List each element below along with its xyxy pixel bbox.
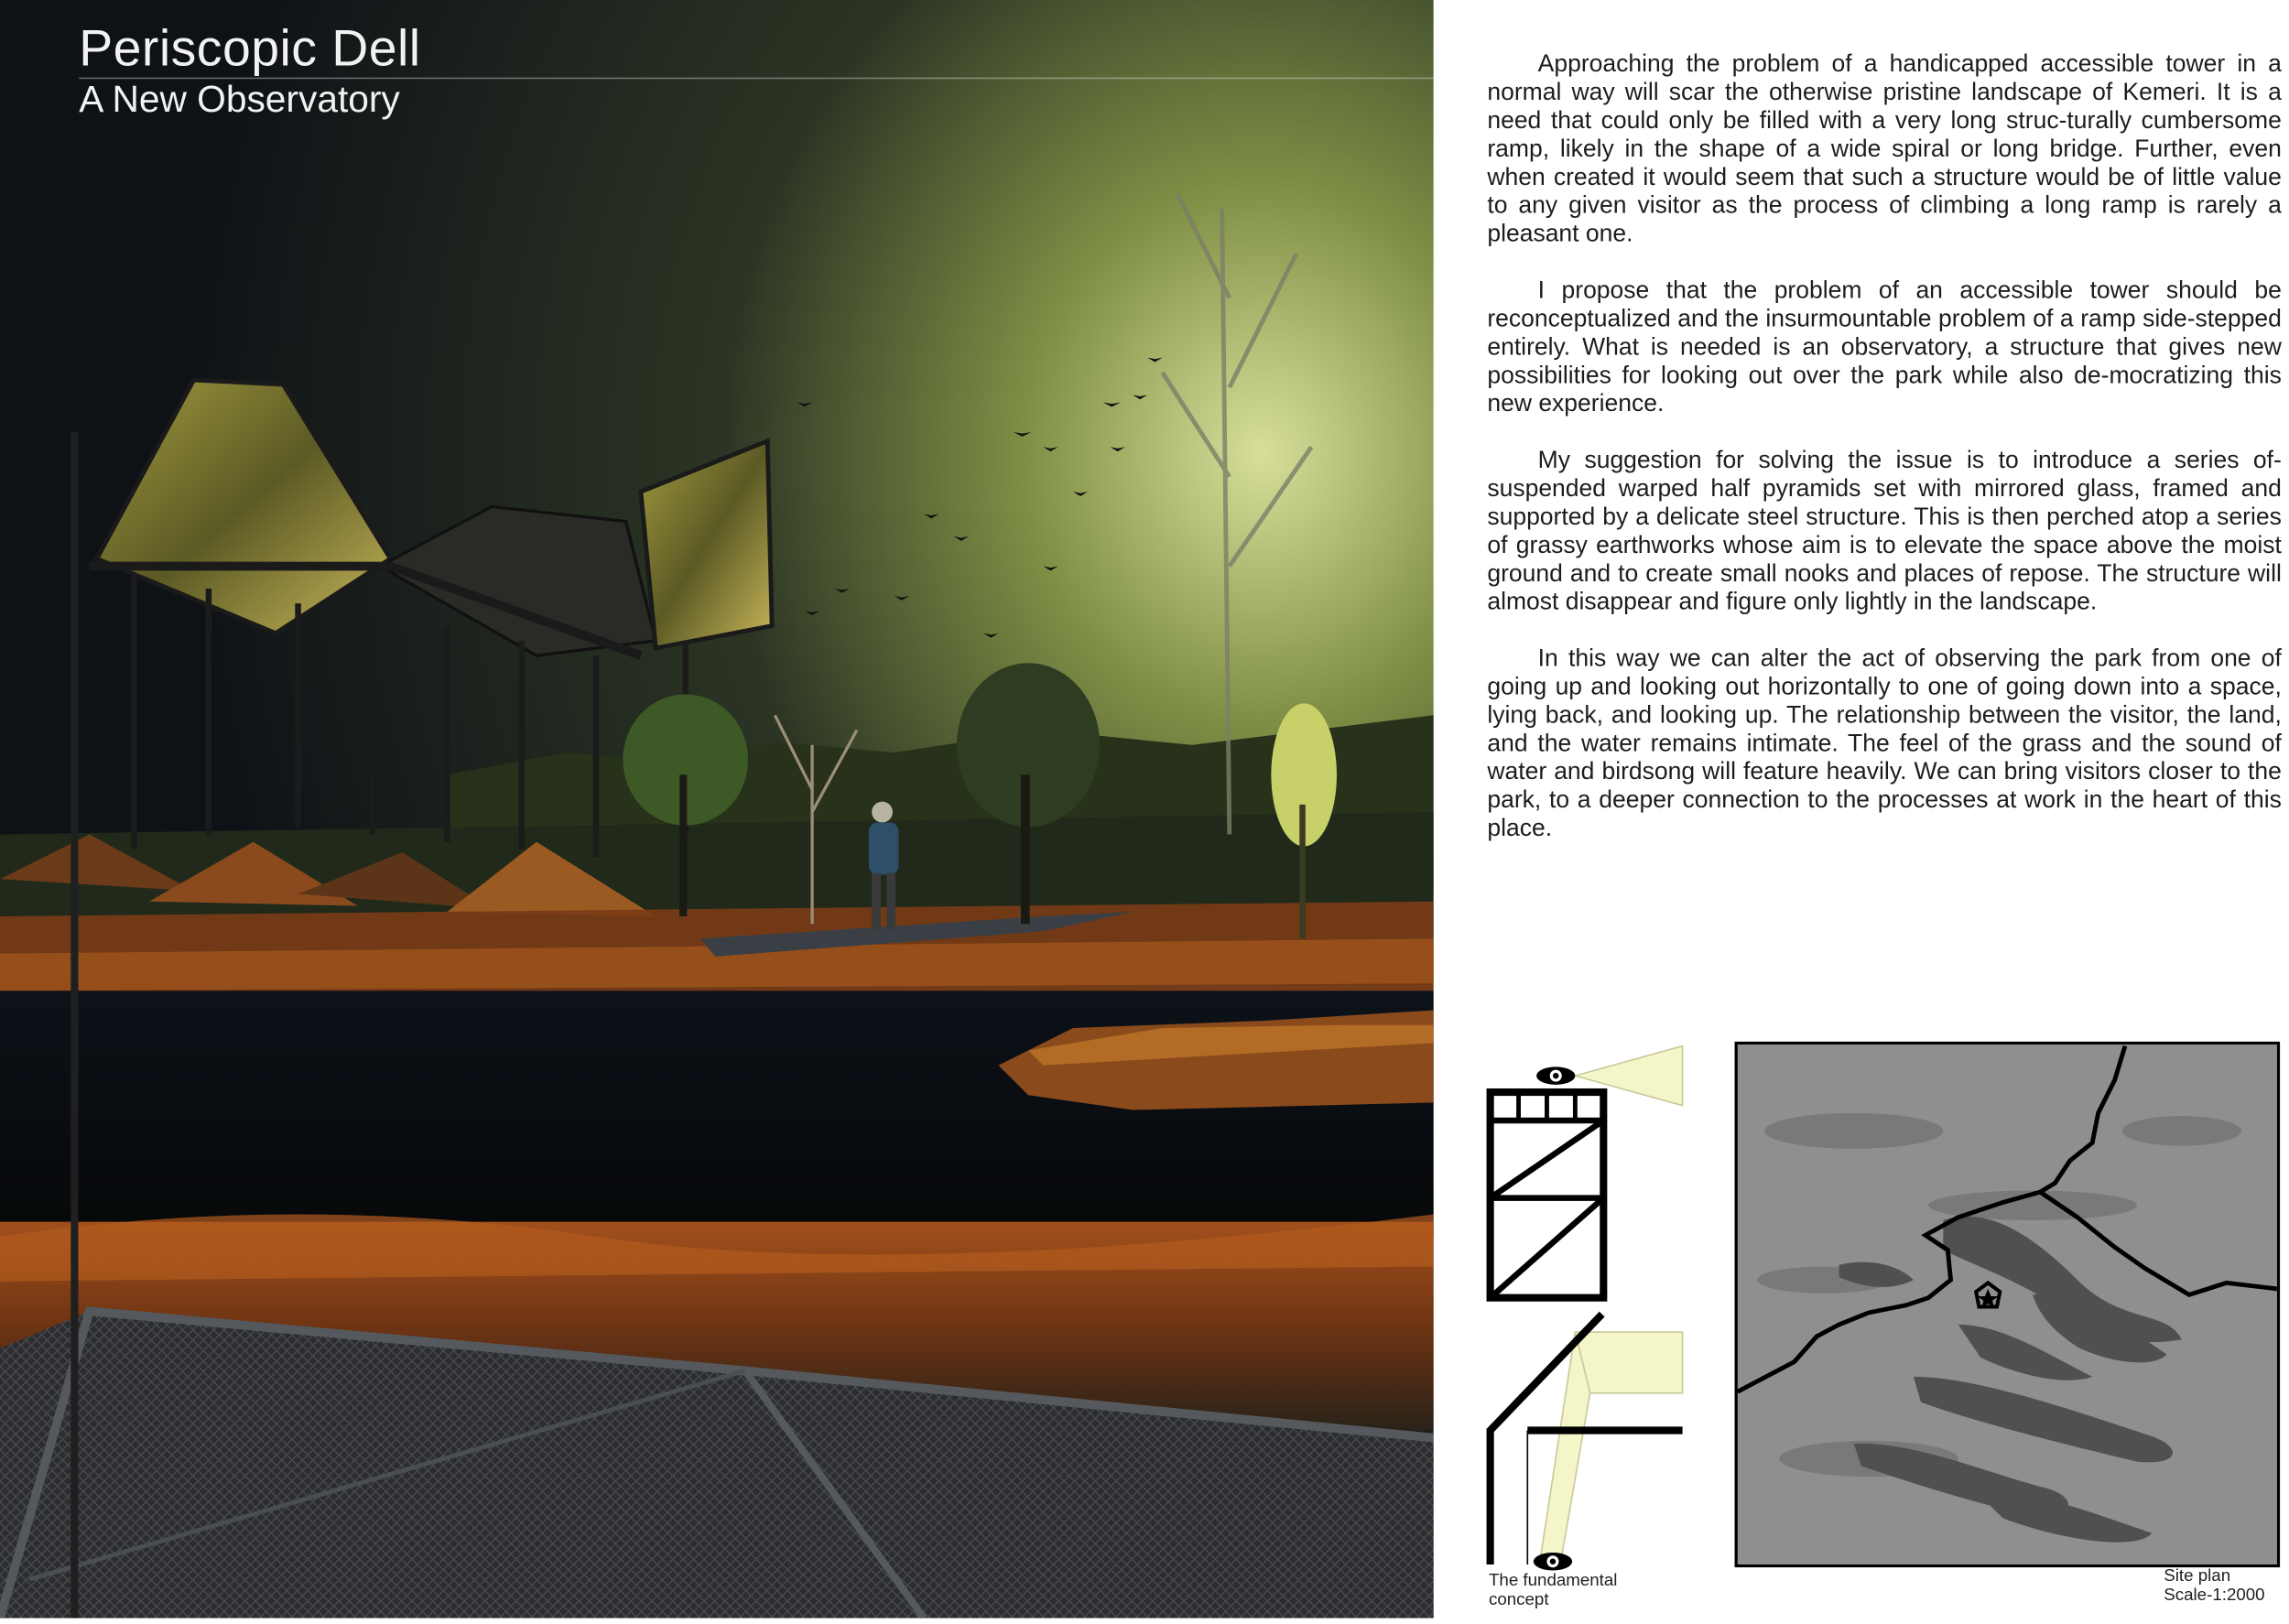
eye-icon bbox=[1534, 1553, 1572, 1571]
concept-caption bbox=[1489, 1572, 1617, 1610]
site-plan-map bbox=[1735, 1042, 2281, 1568]
concept-diagram bbox=[1482, 1043, 1691, 1624]
eye-icon bbox=[1536, 1066, 1575, 1085]
caption-line: The fundamental bbox=[1488, 1572, 1618, 1590]
paragraph: Approaching the problem of a handicapped accessible tower in a normal way will scar the otherwise pristine landscape of Kemeri. It is a need that could only be filled with a very long struc-turally cumbersome ramp, likely in the shape of a wide spiral or long bridge. Further, even when created it would seem that such a structure would be of little value to any given visitor as the process of climbing a long ramp is rarely a pleasant one. bbox=[1487, 50, 2282, 248]
site-plan-caption bbox=[2164, 1567, 2264, 1606]
page-title: Periscopic Dell bbox=[79, 20, 421, 78]
paragraph: I propose that the problem of an accessible tower should be reconceptualized and the insurmountable problem of a ramp side-stepped entirely. What is needed is an observatory, a structure that gives new possibilities for looking out over the park while also de-mocratizing this new experience. bbox=[1487, 276, 2282, 417]
caption-line: Site plan bbox=[2164, 1567, 2231, 1586]
caption-line: Scale-1:2000 bbox=[2164, 1586, 2265, 1605]
caption-line: concept bbox=[1488, 1591, 1549, 1609]
page-subtitle: A New Observatory bbox=[79, 79, 400, 121]
description-text bbox=[1487, 50, 2282, 872]
paragraph: My suggestion for solving the issue is to introduce a series of-suspended warped half pyramids set with mirrored glass, framed and supported by a delicate steel structure. This is then perched atop a series of grassy earthworks whose aim is to elevate the space above the moist ground and to create small nooks and places of repose. The structure will almost disappear and figure only lightly in the landscape. bbox=[1487, 447, 2282, 616]
paragraph: In this way we can alter the act of observing the park from one of going up and looking out horizontally to one of going down into a space, lying back, and looking up. The relationship between the visitor, the land, and the water remains intimate. The feel of the grass and the sound of water and birdsong will feature heavily. We can bring visitors closer to the park, to a deeper connection to the processes at work in the heart of this place. bbox=[1487, 644, 2282, 842]
